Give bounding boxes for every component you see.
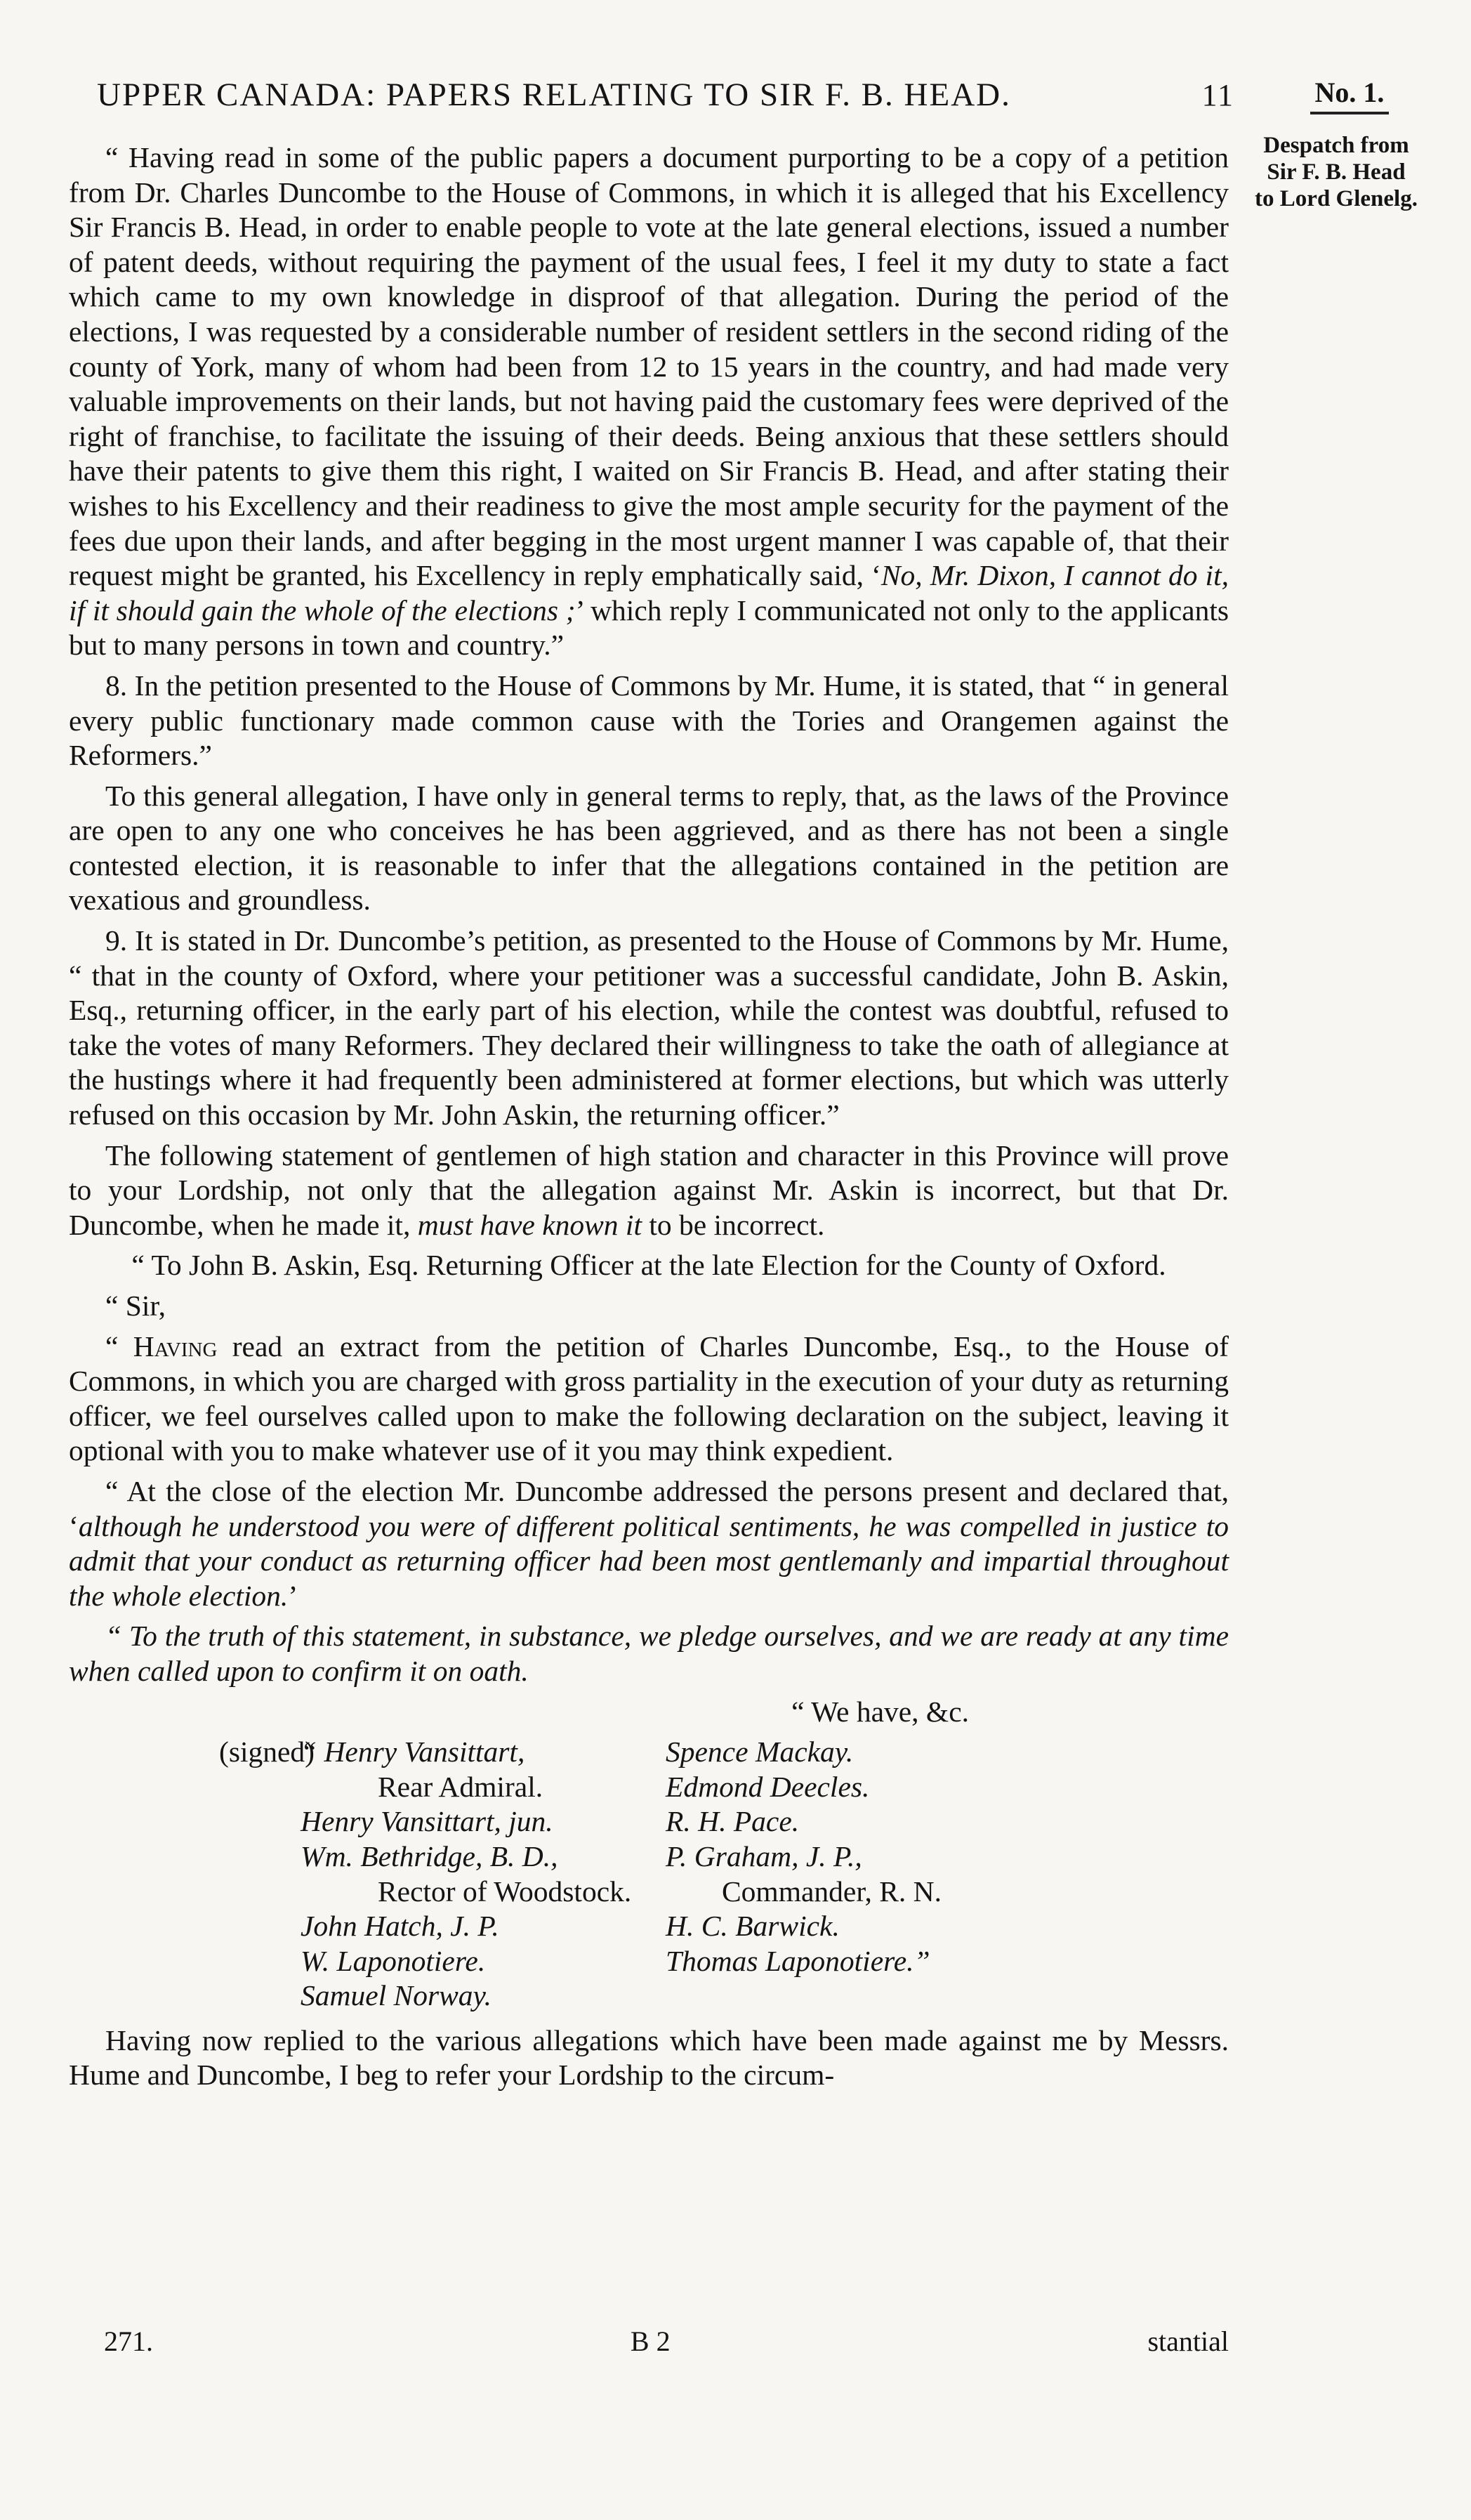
signatory-title: Commander, R. N. — [722, 1875, 942, 1908]
signature-block — [69, 1735, 1229, 2014]
body-text — [69, 140, 1229, 2099]
italic-quote: No, Mr. Dixon, I cannot do it, if it should gain the whole of the elections ; — [69, 559, 1229, 626]
signatory-name: “ Henry Vansittart, — [301, 1735, 525, 1768]
letter-address: “ To John B. Askin, Esq. Returning Officer at the late Election for the County of Oxford. — [131, 1249, 1166, 1282]
page-number: 11 — [1201, 78, 1234, 112]
paragraph-text: “ At the close of the election Mr. Duncombe addressed the persons present and declared that, ‘ — [69, 1474, 1229, 1542]
signatory-name: Henry Vansittart, jun. — [301, 1805, 553, 1838]
paragraph-closing: Having now replied to the various allegations which have been made against me by Messrs. Hume and Duncombe, I beg to refer your Lordship to the circum- — [69, 2023, 1229, 2092]
signatory-title: Rear Admiral. — [378, 1770, 543, 1803]
paragraph-close-of-election — [69, 1474, 1229, 1613]
paragraph-9: 9. It is stated in Dr. Duncombe’s petition, as presented to the House of Commons by Mr. Hume, “ that in the county of Oxford, where your petitioner was a successful candidate, John B. Askin, Esq., returning officer, in the early part of his election, while the contest was doubtful, refused to take the votes of many Reformers. They declared their willingness to take the oath of allegiance at the hustings where it had frequently been administered at former elections, but which was utterly refused on this occasion by Mr. John Askin, the returning officer.” — [69, 924, 1229, 1131]
signatory-name: R. H. Pace. — [666, 1805, 800, 1838]
paragraph-statement — [69, 1138, 1229, 1243]
signatory-name: Edmond Deecles. — [666, 1770, 870, 1803]
paragraph-having-read — [69, 1330, 1229, 1469]
signatory-name: Wm. Bethridge, B. D., — [301, 1839, 558, 1872]
signatory-title: Rector of Woodstock. — [378, 1875, 632, 1908]
paragraph-text: to be incorrect. — [649, 1208, 825, 1241]
signatory-name: P. Graham, J. P., — [666, 1839, 862, 1872]
paragraph-pledge: “ To the truth of this statement, in substance, we pledge ourselves, and we are ready at any time when called upon to confirm it on oath. — [69, 1620, 1229, 1687]
signature-mark: 271. — [104, 2325, 153, 2357]
signatory-name: John Hatch, J. P. — [301, 1910, 499, 1943]
letter-salutation: “ Sir, — [105, 1289, 166, 1322]
signatory-name: Thomas Laponotiere.” — [666, 1944, 930, 1977]
margin-note-line: Sir F. B. Head — [1267, 159, 1406, 185]
paragraph-text: The following statement of gentlemen of high station and character in this Province will prove to your Lordship, not only that the allegation against Mr. Askin is incorrect, but that Dr. Duncombe, when he made it, — [69, 1138, 1229, 1241]
letter-signoff: “ We have, &c. — [791, 1695, 969, 1728]
paragraph-text: ’ which reply I communicated not only to the applicants but to many persons in town and country.” — [69, 593, 1229, 662]
paragraph-8: 8. In the petition presented to the House of Commons by Mr. Hume, it is stated, that “ in general every public functionary made common cause with the Tories and Orangemen against the Reformers.” — [69, 669, 1229, 772]
document-number: No. 1. — [1310, 76, 1389, 114]
paragraph-dixon-letter — [69, 140, 1229, 663]
running-header — [97, 76, 1234, 114]
paragraph-text: “ Having read in some of the public papers a document purporting to be a copy of a petition from Dr. Charles Duncombe to the House of Commons, in which it is alleged that his Excellency Sir Francis B. Head, in order to enable people to vote at the late general elections, issued a number of patent deeds, without requiring the payment of the usual fees, I feel it my duty to state a fact which came to my own knowledge in disproof of that allegation. During the period of the elections, I was requested by a considerable number of resident settlers in the second riding of the county of York, many of whom had been from 12 to 15 years in the country, and had made very valuable improvements on their lands, but not having paid the customary fees were deprived of the right of franchise, to facilitate the issuing of their deeds. Being anxious that these settlers should have their patents to give them this right, I waited on Sir Francis B. Head, and after stating their wishes to his Excellency and their readiness to give the most ample security for the payment of the fees due upon their lands, and after begging in the most urgent manner I was capable of, that their request might be granted, his Excellency in reply emphatically said, ‘ — [69, 141, 1229, 592]
margin-note — [1237, 132, 1435, 212]
italic-phrase: must have known it — [417, 1208, 642, 1241]
margin-note-line: Despatch from — [1263, 133, 1409, 158]
small-caps-lead: “ Having — [105, 1330, 218, 1363]
signatory-name: W. Laponotiere. — [301, 1944, 486, 1977]
header-title: UPPER CANADA: PAPERS RELATING TO SIR F. B. HEAD. — [97, 77, 1011, 113]
catchword: stantial — [1147, 2325, 1229, 2357]
margin-note-line: to Lord Glenelg. — [1255, 186, 1418, 211]
gathering-mark: B 2 — [630, 2325, 671, 2357]
paragraph-text: ’ — [288, 1579, 298, 1612]
italic-quote: although he understood you were of different political sentiments, he was compelled in justice to admit that your conduct as returning officer had been most gentlemanly and impartial throughout the whole election. — [69, 1509, 1229, 1612]
signatory-name: Samuel Norway. — [301, 1979, 492, 2012]
paragraph-reply: To this general allegation, I have only in general terms to reply, that, as the laws of the Province are open to any one who conceives he has been aggrieved, and as there has not been a single contested election, it is reasonable to infer that the allegations contained in the petition are vexatious and groundless. — [69, 779, 1229, 917]
signature-column-2 — [666, 1735, 1059, 2014]
signatory-name: Spence Mackay. — [666, 1735, 854, 1768]
signatory-name: H. C. Barwick. — [666, 1910, 840, 1943]
signature-column-1 — [301, 1735, 666, 2014]
paragraph-text: read an extract from the petition of Charles Duncombe, Esq., to the House of Commons, in which you are charged with gross partiality in the execution of your duty as returning officer, we feel ourselves called upon to make the following declaration on the subject, leaving it optional with you to make whatever use of it you may think expedient. — [69, 1330, 1229, 1467]
page-footer — [69, 2325, 1229, 2358]
signed-label: (signed) — [219, 1735, 315, 1768]
